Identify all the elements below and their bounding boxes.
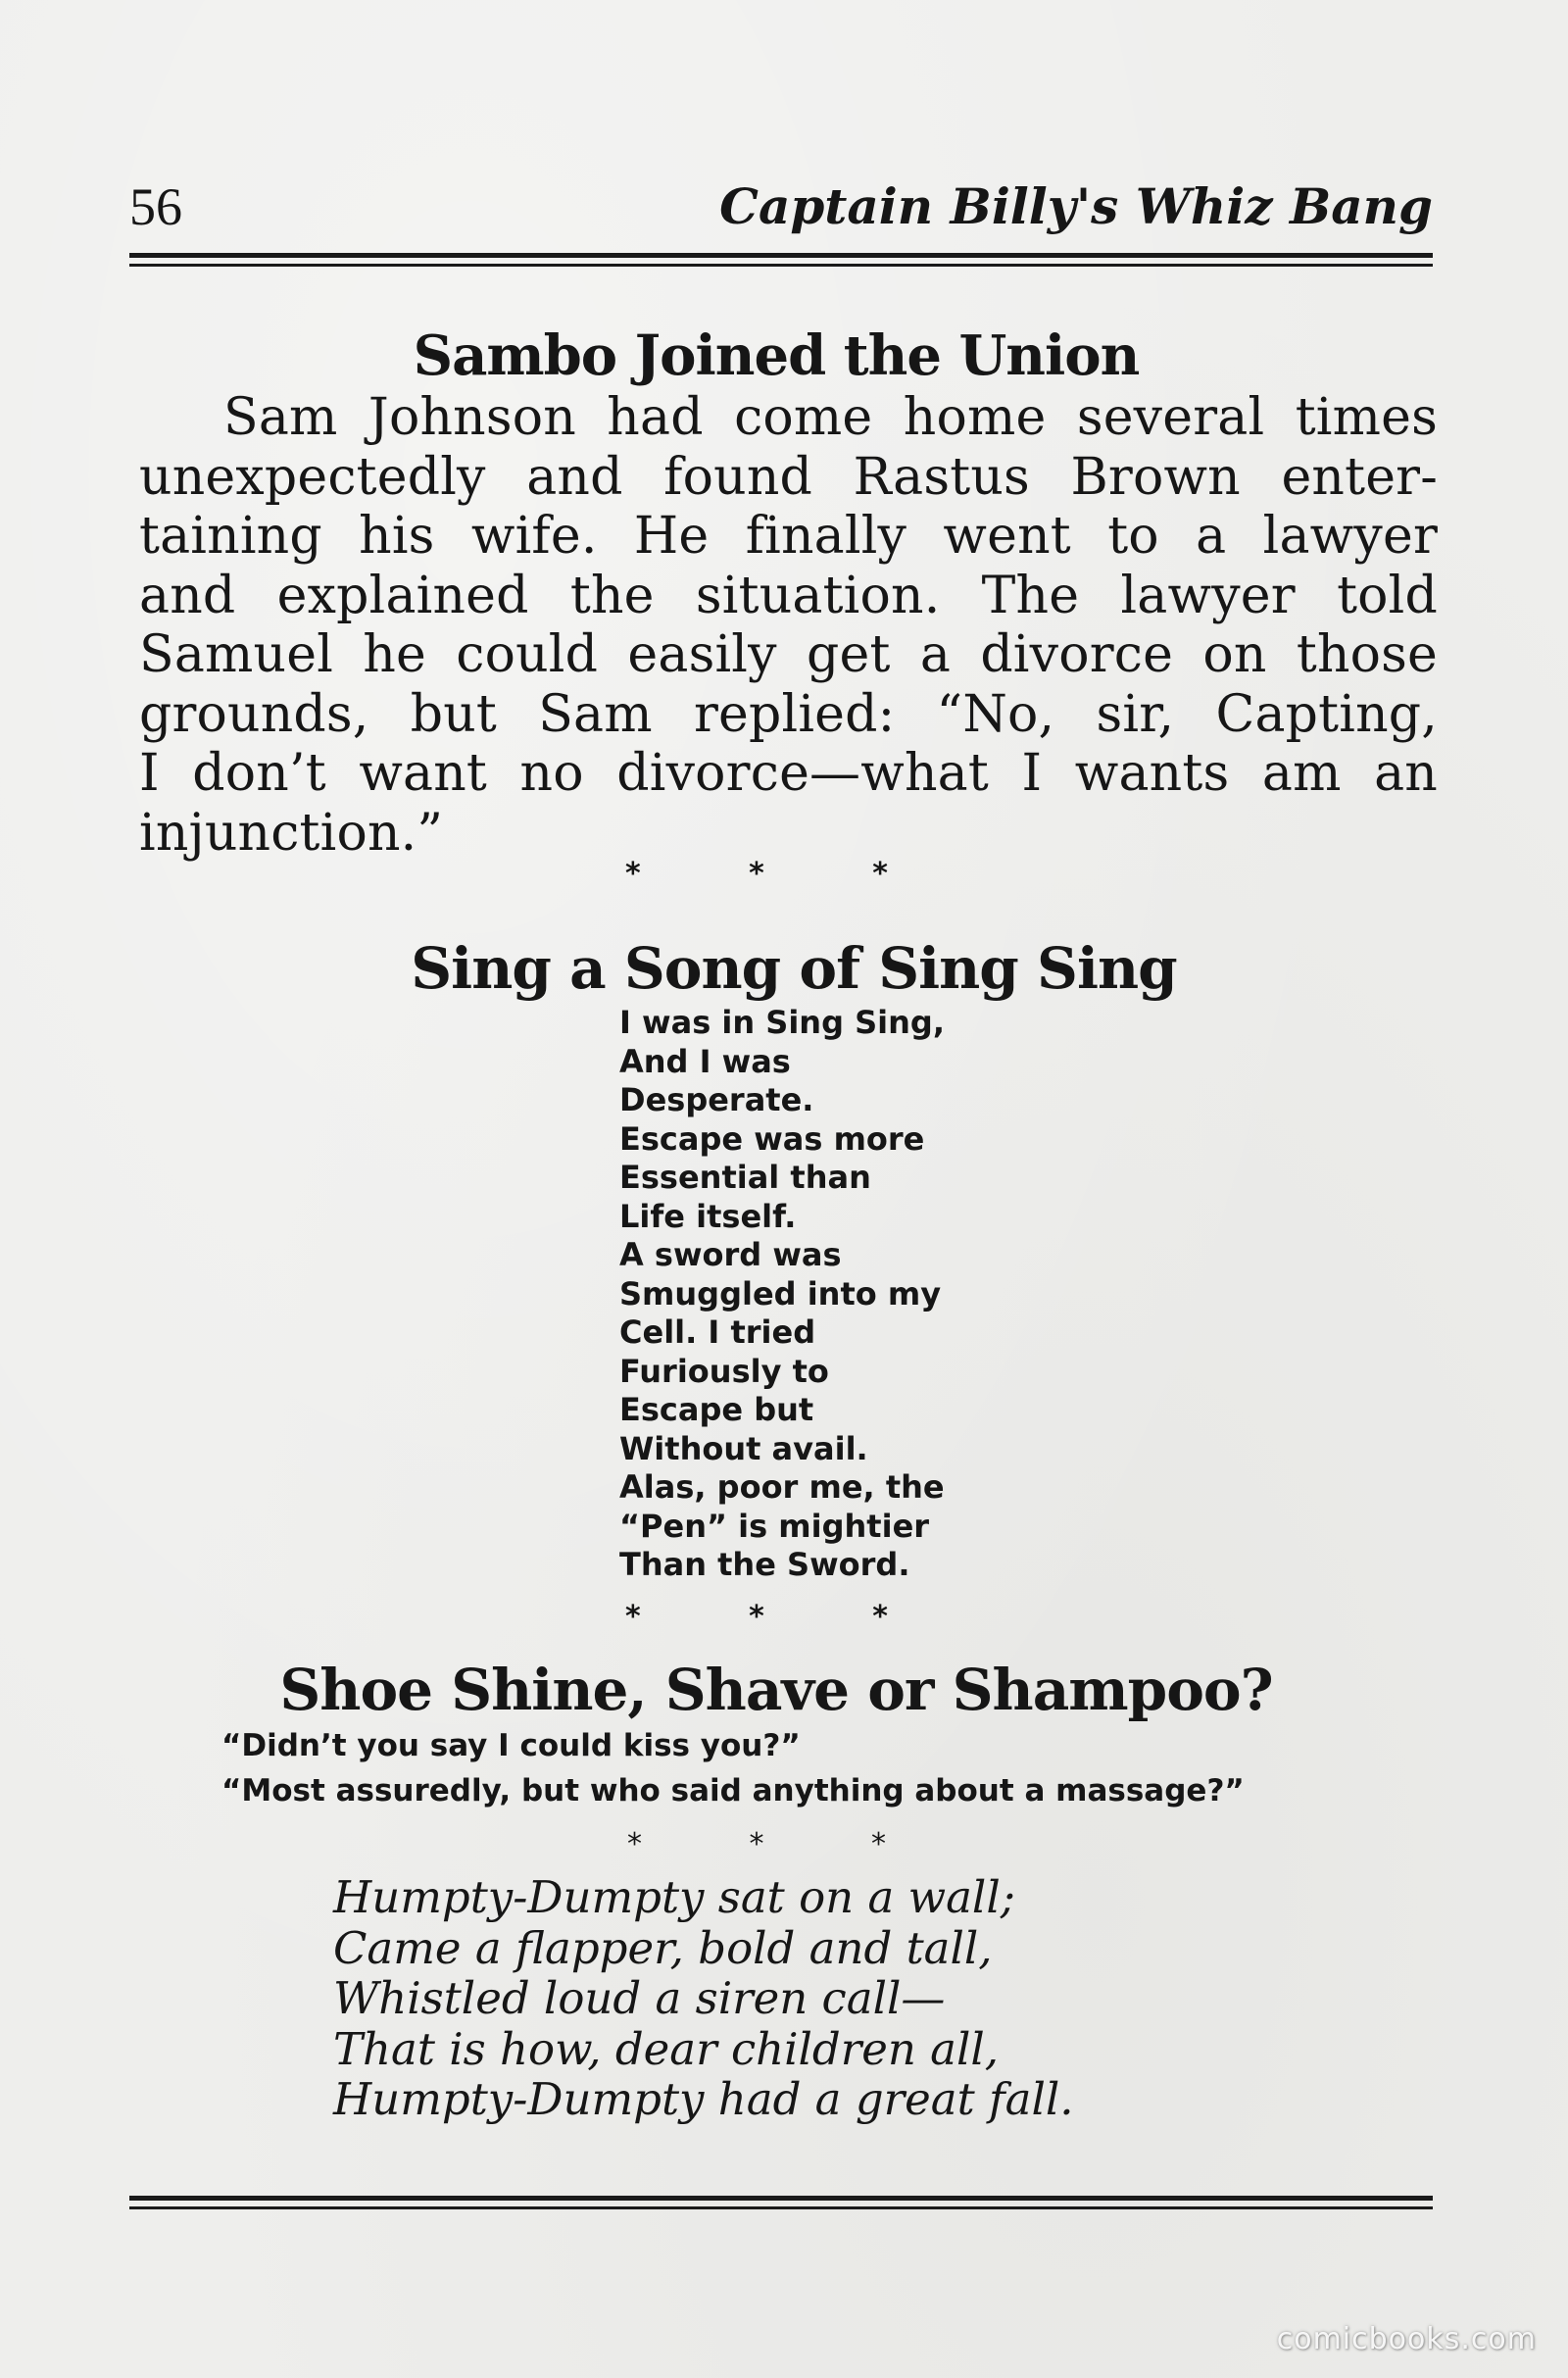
story-line: grounds, but Sam replied: “No, sir, Capting, xyxy=(139,684,1438,744)
story-line: and explained the situation. The lawyer told xyxy=(139,566,1438,625)
story-line: Samuel he could easily get a divorce on those xyxy=(139,625,1438,684)
verse-line: Humpty-Dumpty had a great fall. xyxy=(333,2073,1074,2125)
footer-rule xyxy=(129,2196,1433,2209)
story-title-sing-sing: Sing a Song of Sing Sing xyxy=(411,935,1177,1002)
separator-stars: * * * xyxy=(625,857,937,891)
story-line: unexpectedly and found Rastus Brown enter- xyxy=(139,447,1438,507)
running-title: Captain Billy's Whiz Bang xyxy=(719,177,1433,235)
story-line: Sam Johnson had come home several times xyxy=(223,388,1438,447)
story-title-shoe-shine: Shoe Shine, Shave or Shampoo? xyxy=(279,1657,1273,1723)
poem-line: “Pen” is mightier xyxy=(619,1507,930,1545)
story-title-sambo: Sambo Joined the Union xyxy=(413,323,1140,388)
poem-line: A sword was xyxy=(619,1236,842,1273)
verse-line: Humpty-Dumpty sat on a wall; xyxy=(333,1871,1015,1923)
poem-line: Desperate. xyxy=(619,1081,814,1118)
story-body-sambo xyxy=(139,388,1438,863)
poem-line: Cell. I tried xyxy=(619,1313,816,1351)
watermark: comicbooks.com xyxy=(1276,2322,1537,2356)
poem-sing-sing xyxy=(619,1004,945,1585)
page-header xyxy=(129,173,1433,241)
poem-line: Furiously to xyxy=(619,1352,829,1390)
poem-line: And I was xyxy=(619,1042,791,1080)
verse-humpty-dumpty xyxy=(333,1872,1074,2125)
verse-line: That is how, dear children all, xyxy=(333,2022,1000,2075)
poem-line: Life itself. xyxy=(619,1197,797,1235)
poem-line: Escape but xyxy=(619,1391,814,1428)
poem-line: Than the Sword. xyxy=(619,1546,910,1583)
dialogue-line: “Most assuredly, but who said anything about a massage?” xyxy=(221,1773,1245,1808)
story-line: injunction.” xyxy=(139,803,444,863)
dialogue-shoe-shine xyxy=(221,1723,1245,1813)
dialogue-line: “Didn’t you say I could kiss you?” xyxy=(221,1728,801,1763)
separator-stars: * * * xyxy=(625,1600,937,1634)
poem-line: I was in Sing Sing, xyxy=(619,1004,945,1041)
verse-line: Whistled loud a siren call— xyxy=(333,1972,946,2024)
header-rule xyxy=(129,253,1433,267)
poem-line: Smuggled into my xyxy=(619,1274,942,1313)
page-number: 56 xyxy=(129,177,182,236)
poem-line: Escape was more xyxy=(619,1119,925,1158)
poem-line: Without avail. xyxy=(619,1429,868,1467)
poem-line: Essential than xyxy=(619,1159,871,1196)
verse-line: Came a flapper, bold and tall, xyxy=(333,1921,993,1974)
poem-line: Alas, poor me, the xyxy=(619,1468,945,1506)
separator-stars: * * * xyxy=(626,1827,936,1861)
story-line: I don’t want no divorce—what I wants am an xyxy=(139,744,1438,803)
story-line: taining his wife. He finally went to a lawyer xyxy=(139,507,1438,566)
